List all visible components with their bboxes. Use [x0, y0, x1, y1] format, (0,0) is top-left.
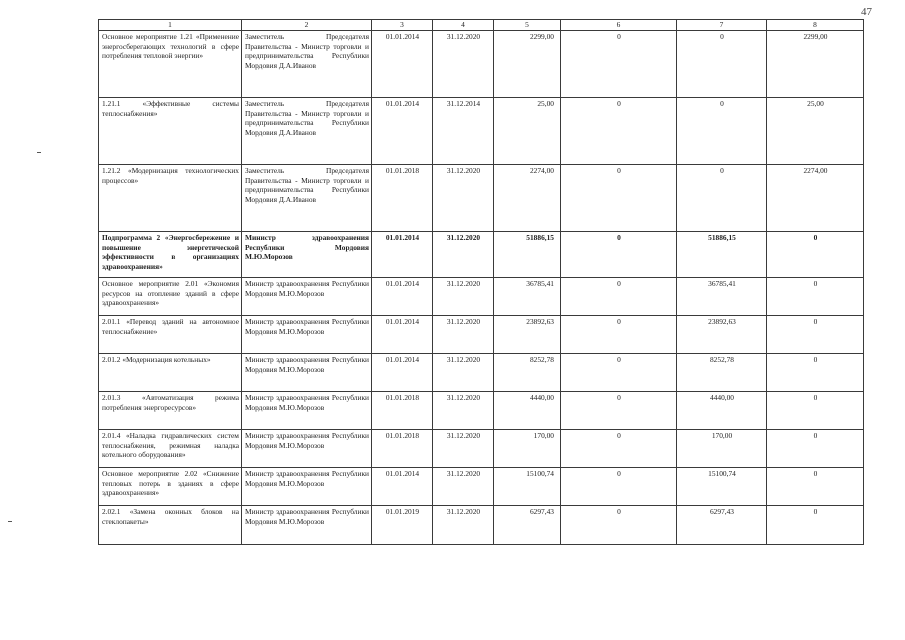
- start-date: 01.01.2014: [372, 315, 433, 353]
- program-table: [98, 19, 864, 545]
- amount-col8: 2274,00: [767, 164, 864, 231]
- executor: Министр здравоохранения Республики Мордовия М.Ю.Морозов: [242, 353, 372, 391]
- measure-name: 1.21.1 «Эффективные системы теплоснабжения»: [99, 97, 242, 164]
- table-row: [99, 277, 864, 315]
- amount-col7: 8252,78: [677, 353, 767, 391]
- amount-col8: 0: [767, 353, 864, 391]
- end-date: 31.12.2020: [433, 30, 494, 97]
- start-date: 01.01.2014: [372, 353, 433, 391]
- measure-name: 2.02.1 «Замена оконных блоков на стеклопакеты»: [99, 505, 242, 544]
- table-row: [99, 164, 864, 231]
- total-amount: 2274,00: [494, 164, 561, 231]
- amount-col7: 0: [677, 164, 767, 231]
- total-amount: 23892,63: [494, 315, 561, 353]
- start-date: 01.01.2014: [372, 97, 433, 164]
- measure-name: 2.01.1 «Перевод зданий на автономное теплоснабжение»: [99, 315, 242, 353]
- amount-col8: 2299,00: [767, 30, 864, 97]
- total-amount: 51886,15: [494, 231, 561, 277]
- amount-col7: 4440,00: [677, 391, 767, 429]
- total-amount: 25,00: [494, 97, 561, 164]
- amount-col8: 0: [767, 231, 864, 277]
- table-row: [99, 30, 864, 97]
- end-date: 31.12.2020: [433, 277, 494, 315]
- amount-col8: 0: [767, 277, 864, 315]
- executor: Министр здравоохранения Республики Мордовия М.Ю.Морозов: [242, 505, 372, 544]
- end-date: 31.12.2020: [433, 467, 494, 505]
- header-row: [99, 20, 864, 31]
- start-date: 01.01.2019: [372, 505, 433, 544]
- column-header: 4: [433, 20, 494, 31]
- amount-col7: 23892,63: [677, 315, 767, 353]
- scan-mark: [37, 152, 41, 153]
- amount-col6: 0: [561, 30, 677, 97]
- amount-col6: 0: [561, 97, 677, 164]
- amount-col7: 6297,43: [677, 505, 767, 544]
- start-date: 01.01.2014: [372, 30, 433, 97]
- amount-col8: 25,00: [767, 97, 864, 164]
- total-amount: 15100,74: [494, 467, 561, 505]
- column-header: 1: [99, 20, 242, 31]
- end-date: 31.12.2020: [433, 353, 494, 391]
- total-amount: 6297,43: [494, 505, 561, 544]
- amount-col6: 0: [561, 505, 677, 544]
- measure-name: 2.01.2 «Модернизация котельных»: [99, 353, 242, 391]
- column-header: 3: [372, 20, 433, 31]
- amount-col7: 0: [677, 97, 767, 164]
- start-date: 01.01.2014: [372, 467, 433, 505]
- executor: Заместитель Председателя Правительства - Министр торговли и предпринимательства Республики Мордовия Д.А.Иванов: [242, 164, 372, 231]
- amount-col7: 0: [677, 30, 767, 97]
- end-date: 31.12.2020: [433, 164, 494, 231]
- measure-name: 2.01.3 «Автоматизация режима потребления энергоресурсов»: [99, 391, 242, 429]
- page-number: 47: [861, 6, 872, 18]
- total-amount: 4440,00: [494, 391, 561, 429]
- start-date: 01.01.2014: [372, 277, 433, 315]
- end-date: 31.12.2020: [433, 505, 494, 544]
- executor: Заместитель Председателя Правительства - Министр торговли и предпринимательства Республики Мордовия Д.А.Иванов: [242, 30, 372, 97]
- start-date: 01.01.2018: [372, 429, 433, 467]
- executor: Министр здравоохранения Республики Мордовия М.Ю.Морозов: [242, 391, 372, 429]
- column-header: 2: [242, 20, 372, 31]
- end-date: 31.12.2014: [433, 97, 494, 164]
- executor: Министр здравоохранения Республики Мордовия М.Ю.Морозов: [242, 429, 372, 467]
- amount-col7: 170,00: [677, 429, 767, 467]
- column-header: 6: [561, 20, 677, 31]
- table-row-subprogram: [99, 231, 864, 277]
- total-amount: 2299,00: [494, 30, 561, 97]
- column-header: 8: [767, 20, 864, 31]
- amount-col6: 0: [561, 315, 677, 353]
- executor: Министр здравоохранения Республики Мордовия М.Ю.Морозов: [242, 277, 372, 315]
- table-row: [99, 391, 864, 429]
- end-date: 31.12.2020: [433, 429, 494, 467]
- executor: Министр здравоохранения Республики Мордовия М.Ю.Морозов: [242, 231, 372, 277]
- amount-col6: 0: [561, 429, 677, 467]
- measure-name: Основное мероприятие 2.01 «Экономия ресурсов на отопление зданий в сфере здравоохранения»: [99, 277, 242, 315]
- amount-col6: 0: [561, 353, 677, 391]
- scan-mark: [8, 521, 12, 522]
- measure-name: Основное мероприятие 1.21 «Применение энергосберегающих технологий в сфере потребления тепловой энергии»: [99, 30, 242, 97]
- table-row: [99, 97, 864, 164]
- column-header: 5: [494, 20, 561, 31]
- executor: Министр здравоохранения Республики Мордовия М.Ю.Морозов: [242, 315, 372, 353]
- end-date: 31.12.2020: [433, 231, 494, 277]
- start-date: 01.01.2018: [372, 391, 433, 429]
- total-amount: 170,00: [494, 429, 561, 467]
- amount-col6: 0: [561, 164, 677, 231]
- amount-col8: 0: [767, 429, 864, 467]
- start-date: 01.01.2018: [372, 164, 433, 231]
- amount-col6: 0: [561, 231, 677, 277]
- measure-name: Подпрограмма 2 «Энергосбережение и повышение энергетической эффективности в организациях здравоохранения»: [99, 231, 242, 277]
- executor: Министр здравоохранения Республики Мордовия М.Ю.Морозов: [242, 467, 372, 505]
- amount-col6: 0: [561, 391, 677, 429]
- table-row: [99, 429, 864, 467]
- table-row: [99, 353, 864, 391]
- table-row: [99, 315, 864, 353]
- amount-col7: 15100,74: [677, 467, 767, 505]
- amount-col8: 0: [767, 391, 864, 429]
- amount-col8: 0: [767, 315, 864, 353]
- executor: Заместитель Председателя Правительства - Министр торговли и предпринимательства Республики Мордовия Д.А.Иванов: [242, 97, 372, 164]
- amount-col8: 0: [767, 505, 864, 544]
- amount-col6: 0: [561, 467, 677, 505]
- amount-col8: 0: [767, 467, 864, 505]
- column-header: 7: [677, 20, 767, 31]
- end-date: 31.12.2020: [433, 391, 494, 429]
- measure-name: Основное мероприятие 2.02 «Снижение тепловых потерь в зданиях в сфере здравоохранения»: [99, 467, 242, 505]
- total-amount: 36785,41: [494, 277, 561, 315]
- measure-name: 2.01.4 «Наладка гидравлических систем теплоснабжения, режимная наладка котельного оборудования»: [99, 429, 242, 467]
- table-row: [99, 505, 864, 544]
- end-date: 31.12.2020: [433, 315, 494, 353]
- amount-col6: 0: [561, 277, 677, 315]
- measure-name: 1.21.2 «Модернизация технологических процессов»: [99, 164, 242, 231]
- start-date: 01.01.2014: [372, 231, 433, 277]
- total-amount: 8252,78: [494, 353, 561, 391]
- amount-col7: 36785,41: [677, 277, 767, 315]
- table-row: [99, 467, 864, 505]
- amount-col7: 51886,15: [677, 231, 767, 277]
